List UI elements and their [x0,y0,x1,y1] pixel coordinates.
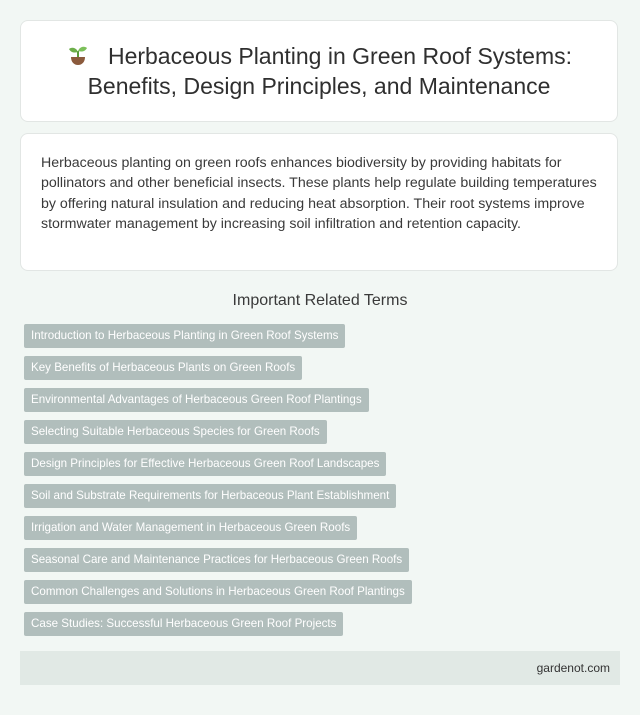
title-card [20,20,618,122]
list-item [24,516,614,540]
sprout-icon [66,43,90,67]
related-term-link[interactable]: Irrigation and Water Management in Herbaceous Green Roofs [24,516,357,540]
intro-text: Herbaceous planting on green roofs enhances biodiversity by providing habitats for pollinators and other beneficial insects. These plants help regulate building temperatures by offering natural insulation and reducing heat absorption. Their root systems improve stormwater management by increasing soil infiltration and retention capacity. [41,155,597,233]
list-item [24,484,614,508]
related-term-link[interactable]: Seasonal Care and Maintenance Practices for Herbaceous Green Roofs [24,548,409,572]
related-term-link[interactable]: Key Benefits of Herbaceous Plants on Green Roofs [24,356,302,380]
related-term-link[interactable]: Introduction to Herbaceous Planting in Green Roof Systems [24,324,345,348]
list-item [24,356,614,380]
page-title-text: Herbaceous Planting in Green Roof Systems: Benefits, Design Principles, and Maintenance [87,43,573,99]
related-term-link[interactable]: Selecting Suitable Herbaceous Species for Green Roofs [24,420,327,444]
related-terms-list [24,324,614,644]
list-item [24,420,614,444]
related-term-link[interactable]: Environmental Advantages of Herbaceous Green Roof Plantings [24,388,369,412]
list-item [24,452,614,476]
list-item [24,580,614,604]
list-item [24,612,614,636]
page-title [21,41,617,101]
related-term-link[interactable]: Design Principles for Effective Herbaceous Green Roof Landscapes [24,452,386,476]
footer [20,651,620,685]
footer-site-name: gardenot.com [536,661,610,675]
related-term-link[interactable]: Common Challenges and Solutions in Herbaceous Green Roof Plantings [24,580,412,604]
list-item [24,548,614,572]
related-term-link[interactable]: Case Studies: Successful Herbaceous Green Roof Projects [24,612,343,636]
related-term-link[interactable]: Soil and Substrate Requirements for Herbaceous Plant Establishment [24,484,396,508]
list-item [24,324,614,348]
intro-card [20,133,618,271]
related-terms-heading: Important Related Terms [232,292,408,309]
list-item [24,388,614,412]
